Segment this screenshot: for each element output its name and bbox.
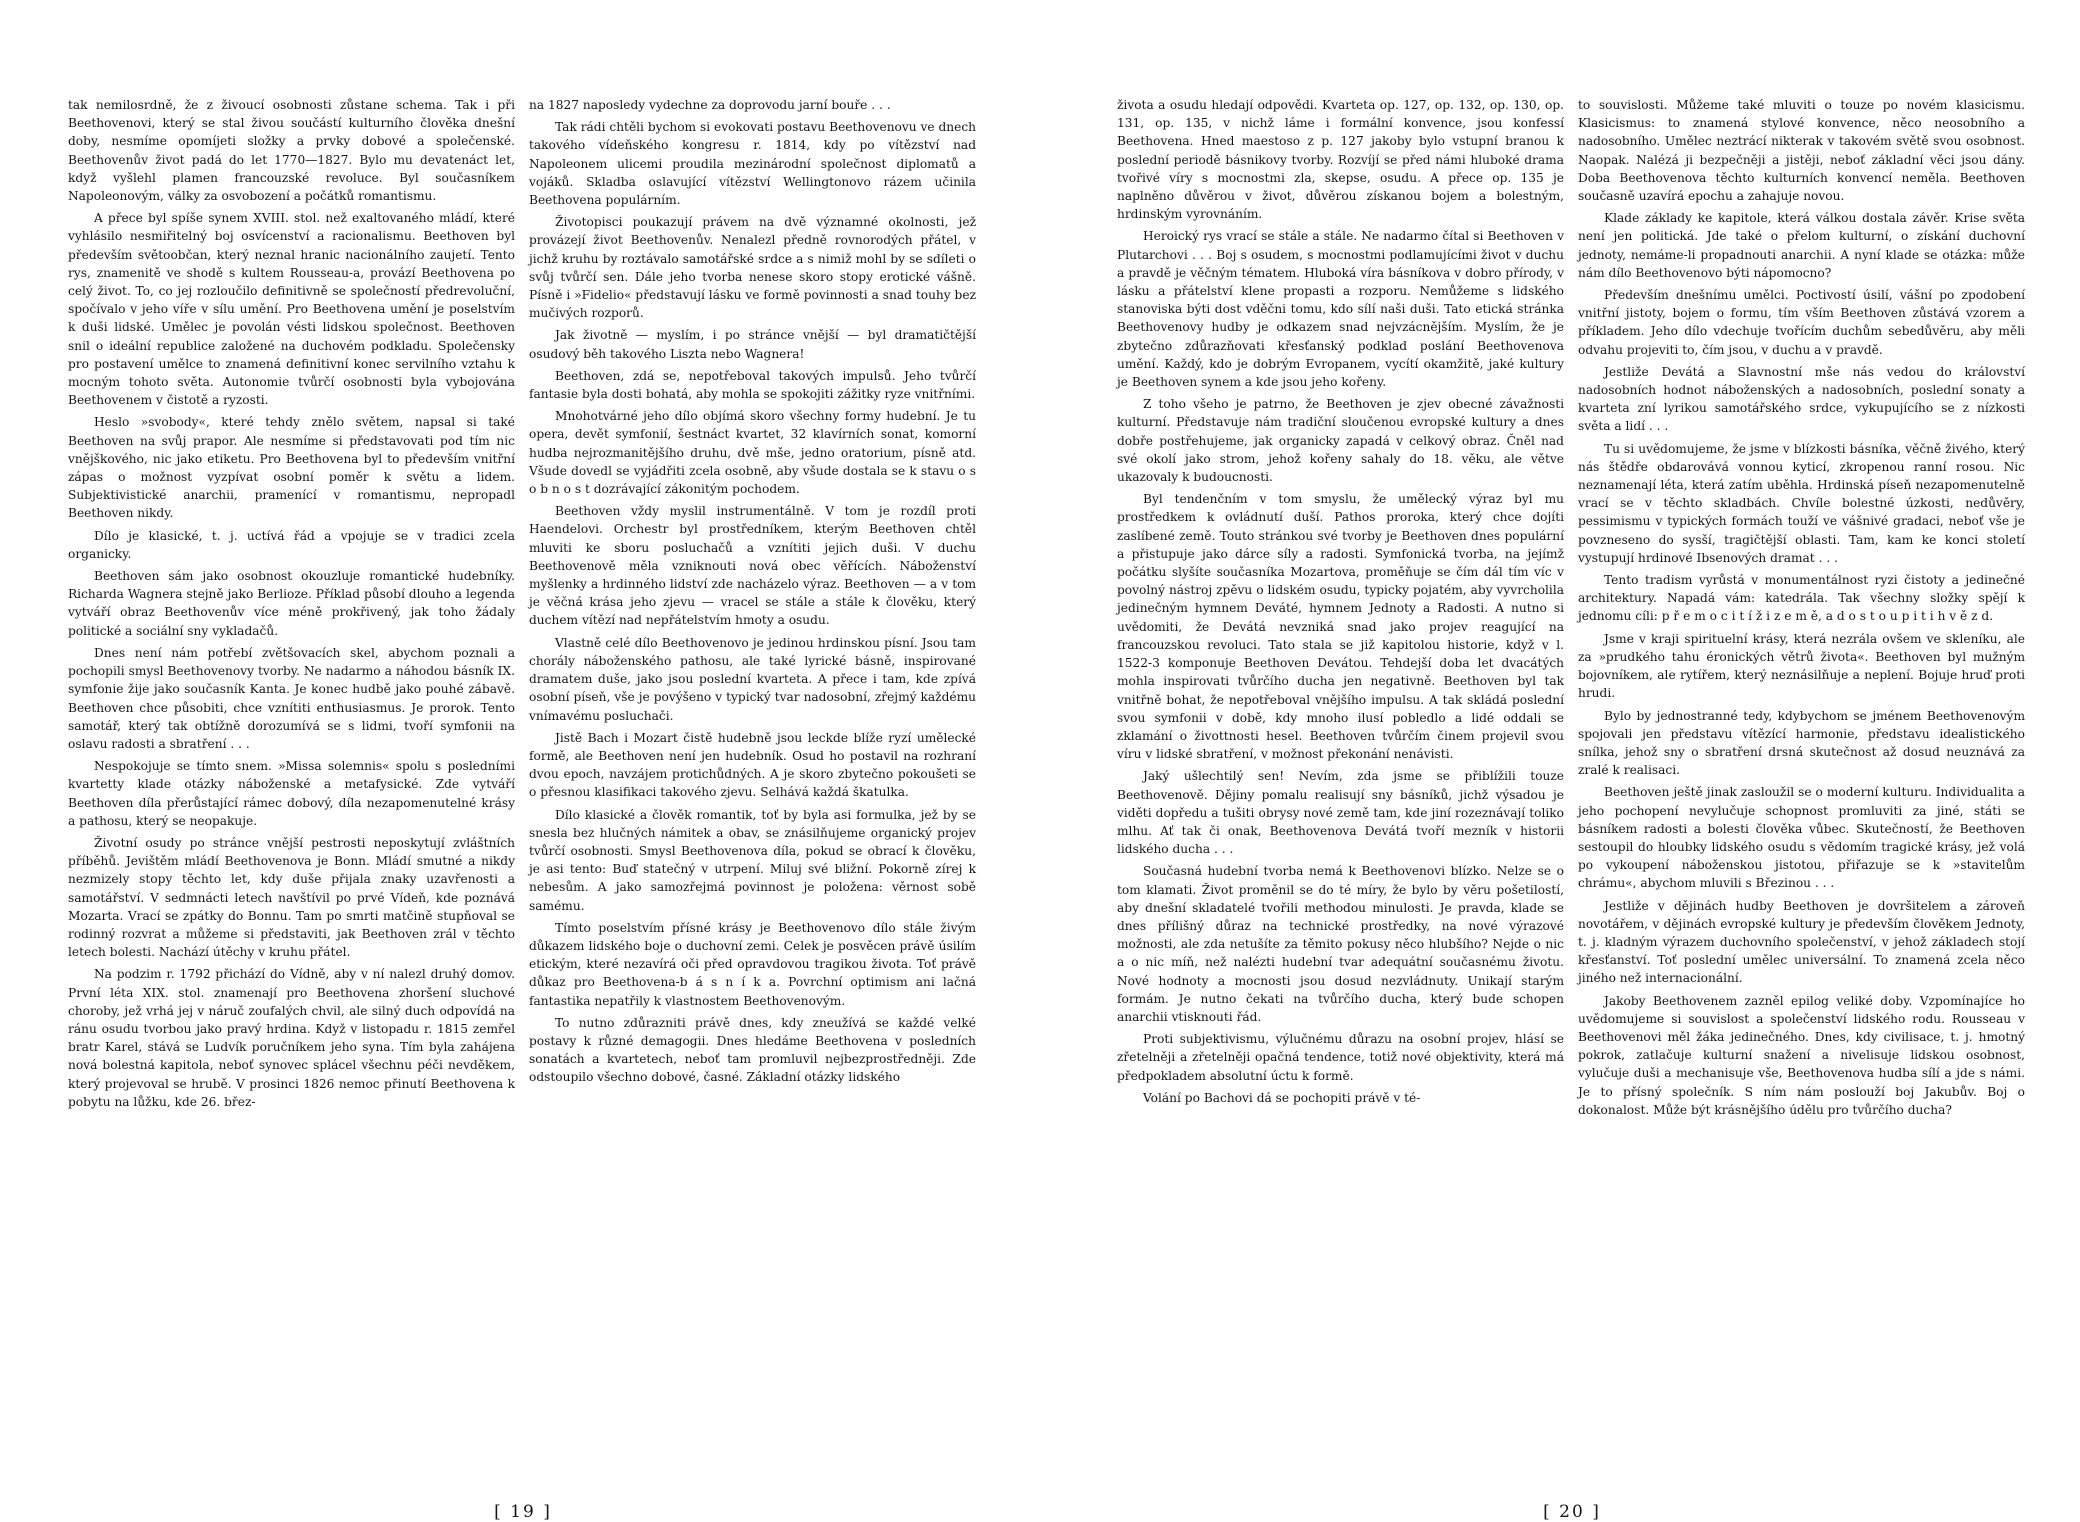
paragraph: Dílo klasické a člověk romantik, toť by byla asi formulka, jež by se snesla bez hlučných námitek a obav, se znásilňujeme organický projev tvůrčí osobnosti. Smysl Beethovenova díla, pokud se obrací k člověku, je asi tento: Buď statečný v utrpení. Miluj své bližní. Pokorně zírej k nebesům. A jako samozřejmá povinnost je položena: věrnost sobě samému. — [529, 807, 976, 913]
paragraph: Jak životně — myslím, i po stránce vnější — byl dramatičtější osudový běh takového Liszta nebo Wagnera! — [529, 328, 976, 361]
paragraph: Jsme v kraji spirituelní krásy, která nezrála ovšem ve skleníku, ale za »prudkého tahu éronických větrů života«. Beethoven byl mužným bojovníkem, ale rytířem, který neznásilňuje a neplení. Bojuje hruď proti hrudi. — [1578, 631, 2025, 701]
paragraph: Tento tradism vyrůstá v monumentálnost ryzi čistoty a jedinečné architektury. Napadá vám: katedrála. Tak všechny složky spějí k jednomu cíli: p ř e m o c i t í ž i z e m ě, a d o s t o u p i t i h v ě z d. — [1578, 573, 2025, 624]
paragraph: Tímto poselstvím přísné krásy je Beethovenovo dílo stále živým důkazem lidského boje o duchovní zemi. Celek je posvěcen právě úsilím etickým, které nezavírá oči před opravdovou tragikou života. Toť právě důkaz pro Beethovena-b á s n í k a. Povrchní optimism ani lačná fantastika nepatřily k vlastnostem Beethovenovým. — [529, 920, 976, 1008]
paragraph: To nutno zdůrazniti právě dnes, kdy zneužívá se každé velké postavy k různé demagogii. Dnes hledáme Beethovena v posledních sonatách a kvartetech, neboť tam promluvil nejbezprostředněji. Zde odstoupilo všechno dobové, časné. Základní otázky lidského — [529, 1015, 976, 1085]
paragraph: Tu si uvědomujeme, že jsme v blízkosti básníka, věčně živého, který nás štědře obdarovává vonnou kyticí, zkropenou ranní rosou. Nic neznamenají léta, která zatím uběhla. Hrdinská píseň nezapomenutelně vrací se v těchto skladbách. Chvíle bolestné úzkosti, nedůvěry, pessimismu v typických formách touží ve vášnivé gradaci, neboť vše je povzneseno do sysší, tragičtější oblasti. Tam, kam ke konci století vystupují hrdinové Ibsenových dramat . . . — [1578, 441, 2025, 565]
paragraph: Mnohotvárné jeho dílo objímá skoro všechny formy hudební. Je tu opera, devět symfonií, šestnáct kvartet, 32 klavírních sonat, komorní hudba nejrozmanitějšího druhu, dvě mše, jedno oratorium, písně atd. Všude dovedl se vyjádřiti zcela osobně, aby všude dostala se k stavu o s o b n o s t dozrávající zákonitým pochodem. — [529, 409, 976, 497]
paragraph: Klade základy ke kapitole, která válkou dostala závěr. Krise světa není jen politická. Jde také o přelom kulturní, o získání duchovní jednoty, nemáme-li propadnouti anarchii. A nyní klade se otázka: může nám dílo Beethovenovo býti nápomocno? — [1578, 211, 2025, 280]
paragraph: na 1827 naposledy vydechne za doprovodu jarní bouře . . . — [529, 98, 891, 112]
right-page-column-1 — [1117, 96, 1564, 1111]
paragraph: Jestliže Devátá a Slavnostní mše nás vedou do království nadosobních hodnot náboženských a nadosobních, poslední sonaty a kvarteta zní lyrikou samotářského srdce, vykupujícího se z nízkosti světa a lidí . . . — [1578, 364, 2025, 434]
paragraph: Vlastně celé dílo Beethovenovo je jedinou hrdinskou písní. Jsou tam chorály náboženského pathosu, ale také lyrické básně, inspirované dramatem duše, jako jsou poslední kvarteta. A přece i tam, kde zpívá osobní píseň, vše je povýšeno v typický tvar nadosobní, zřejmý každému vnímavému posluchači. — [529, 635, 976, 723]
page-number: [ 20 ] — [1543, 1502, 1601, 1522]
paragraph: Beethoven sám jako osobnost okouzluje romantické hudebníky. Richarda Wagnera stejně jako Berlioze. Příklad působí dlouho a legenda vytváří obraz Beethovenův více méně prokřivený, jak toho žádaly politické a sociální sny vykladačů. — [68, 569, 515, 638]
paragraph: Jestliže v dějinách hudby Beethoven je dovršitelem a zároveň novotářem, v dějinách evropské kultury je především člověkem Jednoty, t. j. kladným výrazem duchovního společenství, v jehož základech stojí křesťanství. Toť poslední umělec universální. To znamená zcela něco jiného než internacionální. — [1578, 898, 2025, 986]
paragraph: Jakoby Beethovenem zazněl epilog veliké doby. Vzpomínajíce ho uvědomujeme si souvislost a společenství lidského rodu. Rousseau v Beethovenovi měl žáka jedinečného. Dnes, kdy civilisace, t. j. hmotný pokrok, zatlačuje kulturní snažení a nivelisuje lidskou osobnost, vylučuje duši a mechanisuje vše, Beethovenova hudba sílí a jde s námi. Je to přísný společník. S ním nám poslouží boj Jakubův. Boj o dokonalost. Může být krásnějšího údělu pro tvůrčího ducha? — [1578, 993, 2025, 1117]
left-page-column-2 — [529, 96, 976, 1091]
right-page — [1117, 96, 2027, 1522]
paragraph: tak nemilosrdně, že z živoucí osobnosti zůstane schema. Tak i při Beethovenovi, který se stal živou součástí kulturního člověka dnešní doby, nesmíme opomíjeti složky a prvky dobové a společenské. Beethovenův život padá do let 1770—1827. Bylo mu devatenáct let, když vyšlehl plamen francouzské revoluce. Byl současníkem Napoleonovým, války za osvobození a počátků romantismu. — [68, 98, 515, 204]
paragraph: Proti subjektivismu, výlučnému důrazu na osobní projev, hlásí se zřetelněji a zřetelněji opačná tendence, totiž nové objektivity, která má předpokladem absolutní úctu k formě. — [1117, 1032, 1564, 1083]
paragraph: Životopisci poukazují právem na dvě významné okolnosti, jež provázejí život Beethovenův. Nenalezl předně rovnorodých přátel, v jichž kruhu by roztávalo samotářské srdce a s nimiž mohl by se sdíleti o svůj tvůrčí sen. Dále jeho tvorba nenese skoro stopy erotické vášně. Písně i »Fidelio« představují lásku ve formě povinnosti a snad touhy bez mučivých rozporů. — [529, 215, 976, 321]
left-page-column-1 — [68, 96, 515, 1115]
paragraph: Především dnešnímu umělci. Poctivostí úsilí, vášní po zpodobení vnitřní jistoty, bojem o formu, tím vším Beethoven zůstává vzorem a příkladem. Jeho dílo vdechuje tvořícím duchům sebedůvěru, aby měli odvahu projeviti to, čím jsou, v duchu a v pravdě. — [1578, 288, 2025, 357]
paragraph: Dílo je klasické, t. j. uctívá řád a vpojuje se v tradici zcela organicky. — [68, 528, 515, 561]
paragraph: to souvislosti. Můžeme také mluviti o touze po novém klasicismu. Klasicismus: to znamená stylové konvence, něco neosobního a nadosobního. Umělec neztrácí nikterak v takovém světě svou osobnost. Naopak. Nalézá ji bezpečněji a jistěji, neboť základní věci jsou dány. Doba Beethovenova těchto kulturních konvencí neměla. Beethoven současně uzavírá epochu a zahajuje novou. — [1578, 98, 2025, 204]
paragraph: Volání po Bachovi dá se pochopiti právě v té- — [1143, 1090, 1421, 1105]
paragraph: Tak rádi chtěli bychom si evokovati postavu Beethovenovu ve dnech takového vídeňského kongresu r. 1814, kdy po vítězství nad Napoleonem ulicemi proudila mezinárodní společnost diplomatů a vojáků. Skladba oslavující vítězství Wellingtonovo rázem učinila Beethovena populárním. — [529, 120, 976, 208]
paragraph: Jistě Bach i Mozart čistě hudebně jsou leckde blíže ryzí umělecké formě, ale Beethoven není jen hudebník. Osud ho postavil na rozhraní dvou epoch, navzájem protichůdných. A je skoro zbytečno pokoušeti se o přesnou klasifikaci takového zjevu. Selhává každá škatulka. — [529, 730, 976, 800]
left-page — [68, 96, 978, 1522]
paragraph: Beethoven vždy myslil instrumentálně. V tom je rozdíl proti Haendelovi. Orchestr byl prostředníkem, kterým Beethoven chtěl mluviti ke sboru posluchačů a vznítiti jejich duši. V duchu Beethovenově měla vzniknouti nová obec věřících. Náboženství myšlenky a hrdinného lidství zde nacházelo výraz. Beethoven — a v tom je věčná krása jeho zjevu — vracel se stále a stále k člověku, který duchem vítězí nad nepřátelstvím hmoty a osudu. — [529, 504, 976, 628]
paragraph: života a osudu hledají odpovědi. Kvarteta op. 127, op. 132, op. 130, op. 131, op. 135, v nichž láme i formální konvence, jsou konfessí Beethovena. Hned maestoso z p. 127 jakoby bylo vstupní branou k poslední periodě básnikovy tvorby. Rozvíjí se před námi hluboké drama tvořivé víry s mocnostmi zla, skepse, osudu. A přece op. 135 je naplněno důvěrou v život, důvěrou získanou bojem a bolestným, hrdinským vyrovnáním. — [1117, 98, 1564, 222]
paragraph: Bylo by jednostranné tedy, kdybychom se jménem Beethovenovým spojovali jen představu vítězící harmonie, představu idealistického snílka, jehož sny o sbratření drsná skutečnost až dosud neuznává za zralé k realisaci. — [1578, 708, 2025, 778]
paragraph: Byl tendenčním v tom smyslu, že umělecký výraz byl mu prostředkem k ovládnutí duší. Pathos proroka, který chce dojíti zaslíbené země. Touto stránkou své tvorby je Beethoven dnes populární a přistupuje jako dárce síly a radosti. Symfonická tvorba, na jejímž počátku slyšíte současníka Mozartova, proměňuje se čím dál tím víc v povolný nástroj zpěvu o lidském osudu, typicky pojatém, aby vyvrcholila jedinečným hymnem Deváté, hymnem Jednoty a Radosti. A nutno si uvědomiti, že Devátá nevzniká snad jako projev reagující na francouzskou revoluci. Tato stala se již kapitolou historie, když v l. 1522-3 komponuje Beethoven Devátou. Tehdejší doba let dvacátých mohla inspirovati tvůrčího ducha jen negativně. Beethoven byl tak vnitřně bohat, že nepotřeboval vnějšího impulsu. A tak skládá poslední svou symfonii v době, kdy mnoho ilusí pobledlo a lidé oddali se zklamání o živottnosti hesel. Beethoven tvůrčím činem projevil svou víru v lidské sbratření, v možnost překonání nenávisti. — [1117, 492, 1564, 762]
paragraph: Životní osudy po stránce vnější pestrosti neposkytují zvláštních příběhů. Jevištěm mládí Beethovenova je Bonn. Mládí smutné a nikdy nezmizely stopy těchto let, kdy duše přijala znaky uzavřenosti a samotářství. V sedmnácti letech navštívil po prvé Vídeň, kde poznává Mozarta. Vrací se zpátky do Bonnu. Tam po smrti matčině stupňoval se rodinný rozvrat a můžeme si představiti, jak Beethoven zrál v těchto letech bolesti. Nachází útěchy v kruhu přátel. — [68, 835, 515, 960]
paragraph: Současná hudební tvorba nemá k Beethovenovi blízko. Nelze se o tom klamati. Život proměnil se do té míry, že bylo by věru pošetilostí, aby dnešní skladatelé tvořili methodou minulosti. Je pravda, klade se dnes přílišný důraz na technické prostředky, na nové výrazové možnosti, ale zda netušíte za těmito pokusy něco hlubšího? Nejde o nic a o nic míň, než nalézti hudební tvar adequátní současnému životu. Nové hodnoty a mocnosti jsou dosud nezvládnuty. Unikají starým formám. Je nutno čekati na tvůrčího ducha, který bude schopen anarchii vtisknouti řád. — [1117, 864, 1564, 1024]
paragraph: A přece byl spíše synem XVIII. stol. než exaltovaného mládí, které vyhlásilo nesmiřitelný boj osvícenství a racionalismu. Beethoven byl především světoobčan, který neznal hranic nacionálního zaujetí. Tento rys, znamenitě ve shodě s kultem Rousseau-a, provází Beethovena po celý život. To, co jej rozloučilo definitivně se společností předrevoluční, spočívalo v jeho víře v sílu umění. Pro Beethovena umění je poselstvím k duši lidské. Umělec je povolán vésti lidskou společnost. Beethoven snil o ideální republice založené na duchovém podkladu. Společensky pro postavení umělce to znamená definitivní konec servilního vztahu k mocným tohoto světa. Autonomie tvůrčí osobnosti byla vybojována Beethovenem v čistotě a ryzosti. — [68, 211, 515, 408]
paragraph: Z toho všeho je patrno, že Beethoven je zjev obecné závažnosti kulturní. Představuje nám tradiční sloučenou evropské kultury a dnes dobře postřehujeme, jak organicky zapadá v celkový obraz. Čněl nad své okolí jako strom, jehož kořeny sahaly do 18. věku, ale větve ukazovaly k budoucnosti. — [1117, 397, 1564, 485]
paragraph: Nespokojuje se tímto snem. »Missa solemnis« spolu s posledními kvartetty klade otázky náboženské a metafysické. Zde vytváří Beethoven díla přerůstající rámec dobový, díla nezapomenutelné krásy a pathosu, který se neopakuje. — [68, 759, 515, 828]
paragraph: Heslo »svobody«, které tehdy znělo světem, napsal si také Beethoven na svůj prapor. Ale nesmíme si představovati pod tím nic vnějškového, nic jako etiketu. Pro Beethovena byl to především vnitřní zápas o možnost vyzpívat osobní poměr k světu a lidem. Subjektivistické anarchii, pramenící v romantismu, nepropadl Beethoven nikdy. — [68, 415, 515, 521]
paragraph: Beethoven ještě jinak zasloužil se o moderní kulturu. Individualita a jeho pochopení nevylučuje schopnost promluviti za jiné, státi se básníkem radosti a bolesti člověka vůbec. Skutečností, že Beethoven sestoupil do hloubky lidského osudu s vědomím tragické krásy, jež volá po vykoupení náboženskou jistotou, přiřazuje se k »stavitelům chrámu«, abychom mluvili s Březinou . . . — [1578, 785, 2025, 891]
paragraph: Na podzim r. 1792 přichází do Vídně, aby v ní nalezl druhý domov. První léta XIX. stol. znamenají pro Beethovena zhoršení sluchové choroby, jež vrhá jej v náruč zoufalých chvil, ale silný duch odpovídá na ránu osudu tvorbou jako pravý hrdina. Když v listopadu r. 1815 zemřel bratr Karel, stává se Ludvík poručníkem jeho syna. Tím byla zahájena nová bolestná kapitola, neboť synovec splácel všechnu péči nevděkem, který projevoval se hrubě. V prosinci 1826 nemoc přinutí Beethovena k pobytu na lůžku, kde 26. břez- — [68, 967, 515, 1109]
page-number: [ 19 ] — [494, 1502, 552, 1522]
paragraph: Heroický rys vrací se stále a stále. Ne nadarmo čítal si Beethoven v Plutarchovi . . . Boj s osudem, s mocnostmi podlamujícími život v duchu a pravdě je věčným tématem. Hluboká víra básníkova v dobro přírody, v lásku a přátelství klene propasti a rozporu. Nemůžeme s lidského stanoviska býti dost vděčni tomu, kdo sílí naši duši. Tato etická stránka Beethovenovy hudby je odkazem snad nejvzácnějším. Myslím, že je zbytečno zdůrazňovati křesťanský podklad poslání Beethovenova umění. Každý, kdo je dobrým Evropanem, vycítí okamžitě, jaké kultury je Beethoven synem a kde jsou jeho kořeny. — [1117, 229, 1564, 390]
paragraph: Beethoven, zdá se, nepotřeboval takových impulsů. Jeho tvůrčí fantasie byla dosti bohatá, aby mohla se spokojiti zážitky ryze vnitřními. — [529, 368, 976, 402]
paragraph: Dnes není nám potřebí zvětšovacích skel, abychom poznali a pochopili smysl Beethovenovy tvorby. Ne nadarmo a náhodou básník IX. symfonie žije jako současník Kanta. Je konec hudbě jako pouhé zábavě. Beethoven chce působiti, chce vznítiti enthusiasmus. Je prorok. Tento samotář, který tak obtížně dorozumívá se s lidmi, tvoří symfonii na oslavu radosti a sbratření . . . — [68, 645, 515, 751]
right-page-column-2 — [1578, 96, 2025, 1123]
paragraph: Jaký ušlechtilý sen! Nevím, zda jsme se přiblížili touze Beethovenově. Dějiny pomalu realisují sny básníků, jichž výsadou je viděti dopředu a tušiti obrysy nové země tam, kde jiní rozeznávají toliko mlhu. Ať tak či onak, Beethovenova Devátá tvoří mezník v historii lidského ducha . . . — [1117, 769, 1564, 857]
